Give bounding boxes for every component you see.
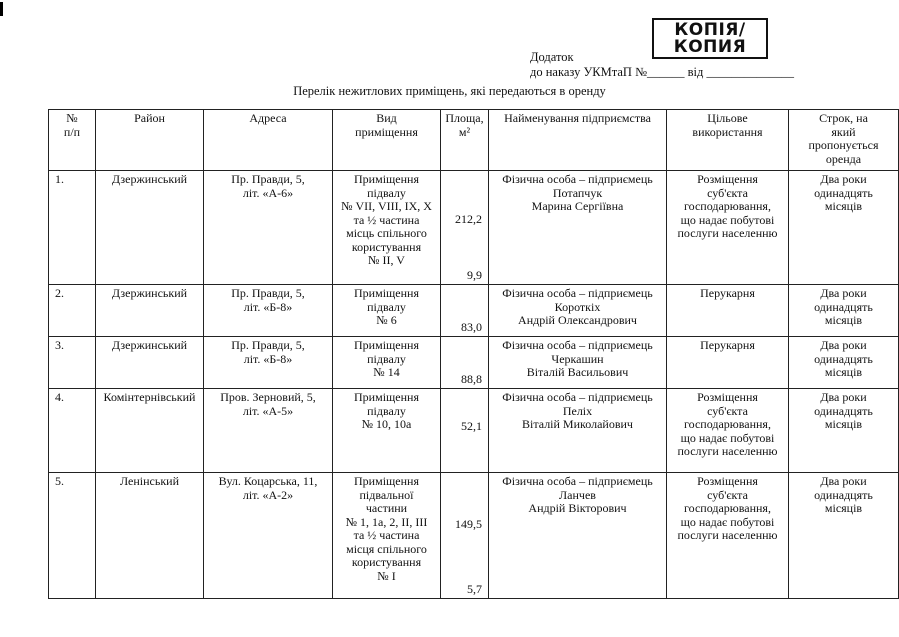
row-district: Дзержинський <box>96 337 204 389</box>
row-number: 2. <box>49 285 96 337</box>
row-number: 4. <box>49 389 96 473</box>
area-main-value: 52,1 <box>461 419 482 433</box>
row-district: Дзержинський <box>96 285 204 337</box>
row-address: Вул. Коцарська, 11, літ. «А-2» <box>204 473 333 599</box>
table-row <box>49 337 899 389</box>
stamp-line-2: КОПИЯ <box>673 37 747 57</box>
table-header-row <box>49 110 899 171</box>
row-purpose: Розміщення суб'єкта господарювання, що надає побутові послуги населенню <box>667 171 789 285</box>
table-row <box>49 389 899 473</box>
row-area <box>441 171 489 285</box>
row-address: Пров. Зерновий, 5, літ. «А-5» <box>204 389 333 473</box>
row-term: Два роки одинадцять місяців <box>789 473 899 599</box>
row-term: Два роки одинадцять місяців <box>789 285 899 337</box>
row-area <box>441 389 489 473</box>
table-row <box>49 171 899 285</box>
area-main-value: 149,5 <box>455 517 482 531</box>
row-purpose: Перукарня <box>667 337 789 389</box>
row-address: Пр. Правди, 5, літ. «Б-8» <box>204 337 333 389</box>
column-header-term: Строк, на який пропонується оренда <box>789 110 899 171</box>
row-district: Ленінський <box>96 473 204 599</box>
row-area <box>441 285 489 337</box>
row-purpose: Розміщення суб'єкта господарювання, що надає побутові послуги населенню <box>667 389 789 473</box>
table-row <box>49 473 899 599</box>
row-term: Два роки одинадцять місяців <box>789 389 899 473</box>
row-company: Фізична особа – підприємець Ланчев Андрій Вікторович <box>489 473 667 599</box>
row-company: Фізична особа – підприємець Короткіх Андрій Олександрович <box>489 285 667 337</box>
row-purpose: Перукарня <box>667 285 789 337</box>
row-premises: Приміщення підвалу № 14 <box>333 337 441 389</box>
order-reference: до наказу УКМтаП №______ від ______________ <box>530 65 794 79</box>
row-number: 1. <box>49 171 96 285</box>
row-premises: Приміщення підвалу № 10, 10а <box>333 389 441 473</box>
column-header-district: Район <box>96 110 204 171</box>
column-header-company: Найменування підприємства <box>489 110 667 171</box>
row-address: Пр. Правди, 5, літ. «Б-8» <box>204 285 333 337</box>
row-area <box>441 337 489 389</box>
row-district: Комінтернівський <box>96 389 204 473</box>
area-shared-value: 5,7 <box>467 581 482 596</box>
row-company: Фізична особа – підприємець Потапчук Марина Сергіївна <box>489 171 667 285</box>
row-district: Дзержинський <box>96 171 204 285</box>
row-number: 3. <box>49 337 96 389</box>
stamp-line-1: КОПІЯ/ <box>674 20 746 40</box>
scan-edge-mark <box>0 2 3 16</box>
row-term: Два роки одинадцять місяців <box>789 337 899 389</box>
area-main-value: 83,0 <box>461 319 482 334</box>
column-header-purpose: Цільове використання <box>667 110 789 171</box>
column-header-area: Площа, м² <box>441 110 489 171</box>
document-header <box>530 50 794 80</box>
row-company: Фізична особа – підприємець Пеліх Віталій Миколайович <box>489 389 667 473</box>
row-company: Фізична особа – підприємець Черкашин Віталій Васильович <box>489 337 667 389</box>
table-row <box>49 285 899 337</box>
row-premises: Приміщення підвалу № VII, VIII, IX, X та ½ частина місць спільного користування № II, V <box>333 171 441 285</box>
area-main-value: 88,8 <box>461 371 482 386</box>
row-address: Пр. Правди, 5, літ. «А-6» <box>204 171 333 285</box>
row-purpose: Розміщення суб'єкта господарювання, що надає побутові послуги населенню <box>667 473 789 599</box>
row-area <box>441 473 489 599</box>
column-header-premises: Вид приміщення <box>333 110 441 171</box>
row-term: Два роки одинадцять місяців <box>789 171 899 285</box>
document-title: Перелік нежитлових приміщень, які передаються в оренду <box>293 84 606 98</box>
area-shared-value: 9,9 <box>467 267 482 282</box>
area-main-value: 212,2 <box>455 212 482 226</box>
addendum-label: Додаток <box>530 50 574 64</box>
column-header-number: № п/п <box>49 110 96 171</box>
premises-table <box>48 109 899 599</box>
column-header-address: Адреса <box>204 110 333 171</box>
row-premises: Приміщення підвальної частини № 1, 1а, 2, II, III та ½ частина місця спільного користування № I <box>333 473 441 599</box>
row-premises: Приміщення підвалу № 6 <box>333 285 441 337</box>
row-number: 5. <box>49 473 96 599</box>
